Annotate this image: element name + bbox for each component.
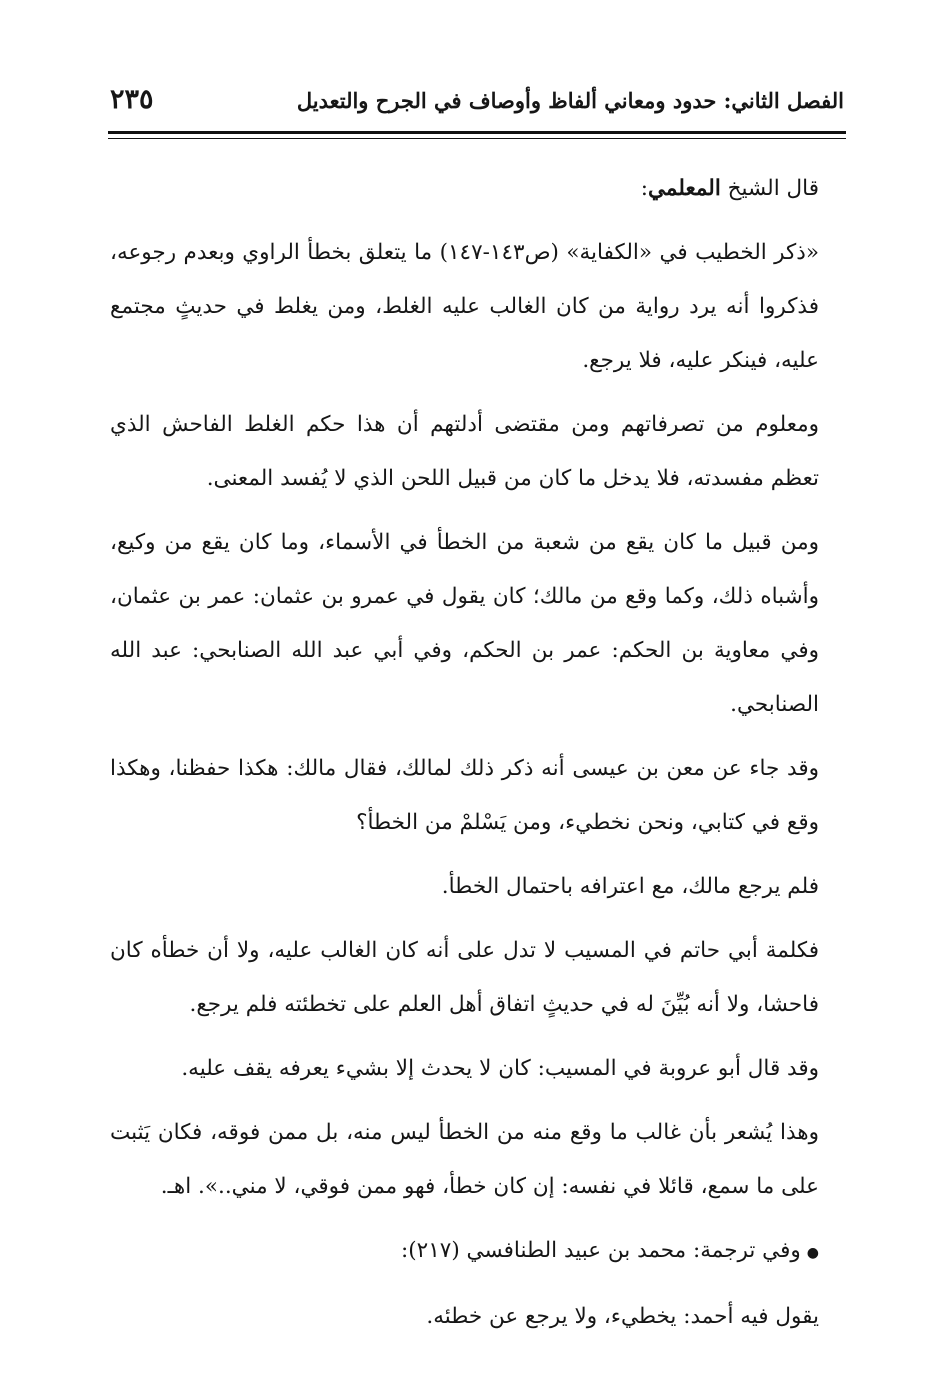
header-rule-thin: [108, 138, 846, 139]
intro-suffix: :: [640, 176, 648, 201]
paragraph: وقد جاء عن معن بن عيسى أنه ذكر ذلك لمالك، فقال مالك: هكذا حفظنا، وهكذا وقع في كتابي، ونحن نخطيء، ومن يَسْلمْ من الخطأ؟: [110, 756, 819, 835]
bullet-text: وفي ترجمة: محمد بن عبيد الطنافسي (٢١٧):: [401, 1238, 801, 1263]
header-rule-thick: [108, 131, 846, 134]
body-text: [110, 162, 845, 1354]
intro-prefix: قال الشيخ: [727, 176, 819, 201]
paragraph: يقول فيه أحمد: يخطيء، ولا يرجع عن خطئه.: [426, 1304, 819, 1329]
paragraph: وهذا يُشعر بأن غالب ما وقع منه من الخطأ ليس منه، بل ممن فوقه، فكان يَثبت على ما سمع، قائلا في نفسه: إن كان خطأ، فهو ممن فوقي، لا مني..». اهـ.: [110, 1120, 819, 1199]
paragraph: ومعلوم من تصرفاتهم ومن مقتضى أدلتهم أن هذا حكم الغلط الفاحش الذي تعظم مفسدته، فلا يدخل ما كان من قبيل اللحن الذي لا يُفسد المعنى.: [110, 412, 819, 491]
bullet-icon: ●: [806, 1245, 819, 1261]
page-number: ٢٣٥: [110, 84, 154, 115]
bullet-paragraph: [110, 1224, 845, 1280]
paragraph: وقد قال أبو عروبة في المسيب: كان لا يحدث إلا بشيء يعرفه يقف عليه.: [181, 1056, 819, 1081]
paragraph: ومن قبيل ما كان يقع من شعبة من الخطأ في الأسماء، وما كان يقع من وكيع، وأشباه ذلك، وكما وقع من مالك؛ كان يقول في عمرو بن عثمان: عمر بن عثمان، وفي معاوية بن الحكم: عمر بن الحكم، وفي أبي عبد الله الصنابحي: عبد الله الصنابحي.: [110, 530, 819, 717]
paragraph: «ذكر الخطيب في «الكفاية» (ص١٤٣-١٤٧) ما يتعلق بخطأ الراوي وبعدم رجوعه، فذكروا أنه يرد رواية من كان الغالب عليه الغلط، ومن يغلط في حديثٍ مجتمع عليه، فينكر عليه، فلا يرجع.: [110, 240, 819, 373]
page-header: [108, 82, 844, 122]
intro-name: المعلمي: [648, 176, 721, 201]
paragraph: فكلمة أبي حاتم في المسيب لا تدل على أنه كان الغالب عليه، ولا أن خطأه كان فاحشا، ولا أنه بُيِّنَ له في حديثٍ اتفاق أهل العلم على تخطئته فلم يرجع.: [110, 938, 819, 1017]
paragraph: فلم يرجع مالك، مع اعترافه باحتمال الخطأ.: [441, 874, 819, 899]
intro-line: [110, 162, 845, 216]
running-head: الفصل الثاني: حدود ومعاني ألفاظ وأوصاف في الجرح والتعديل: [296, 88, 844, 113]
